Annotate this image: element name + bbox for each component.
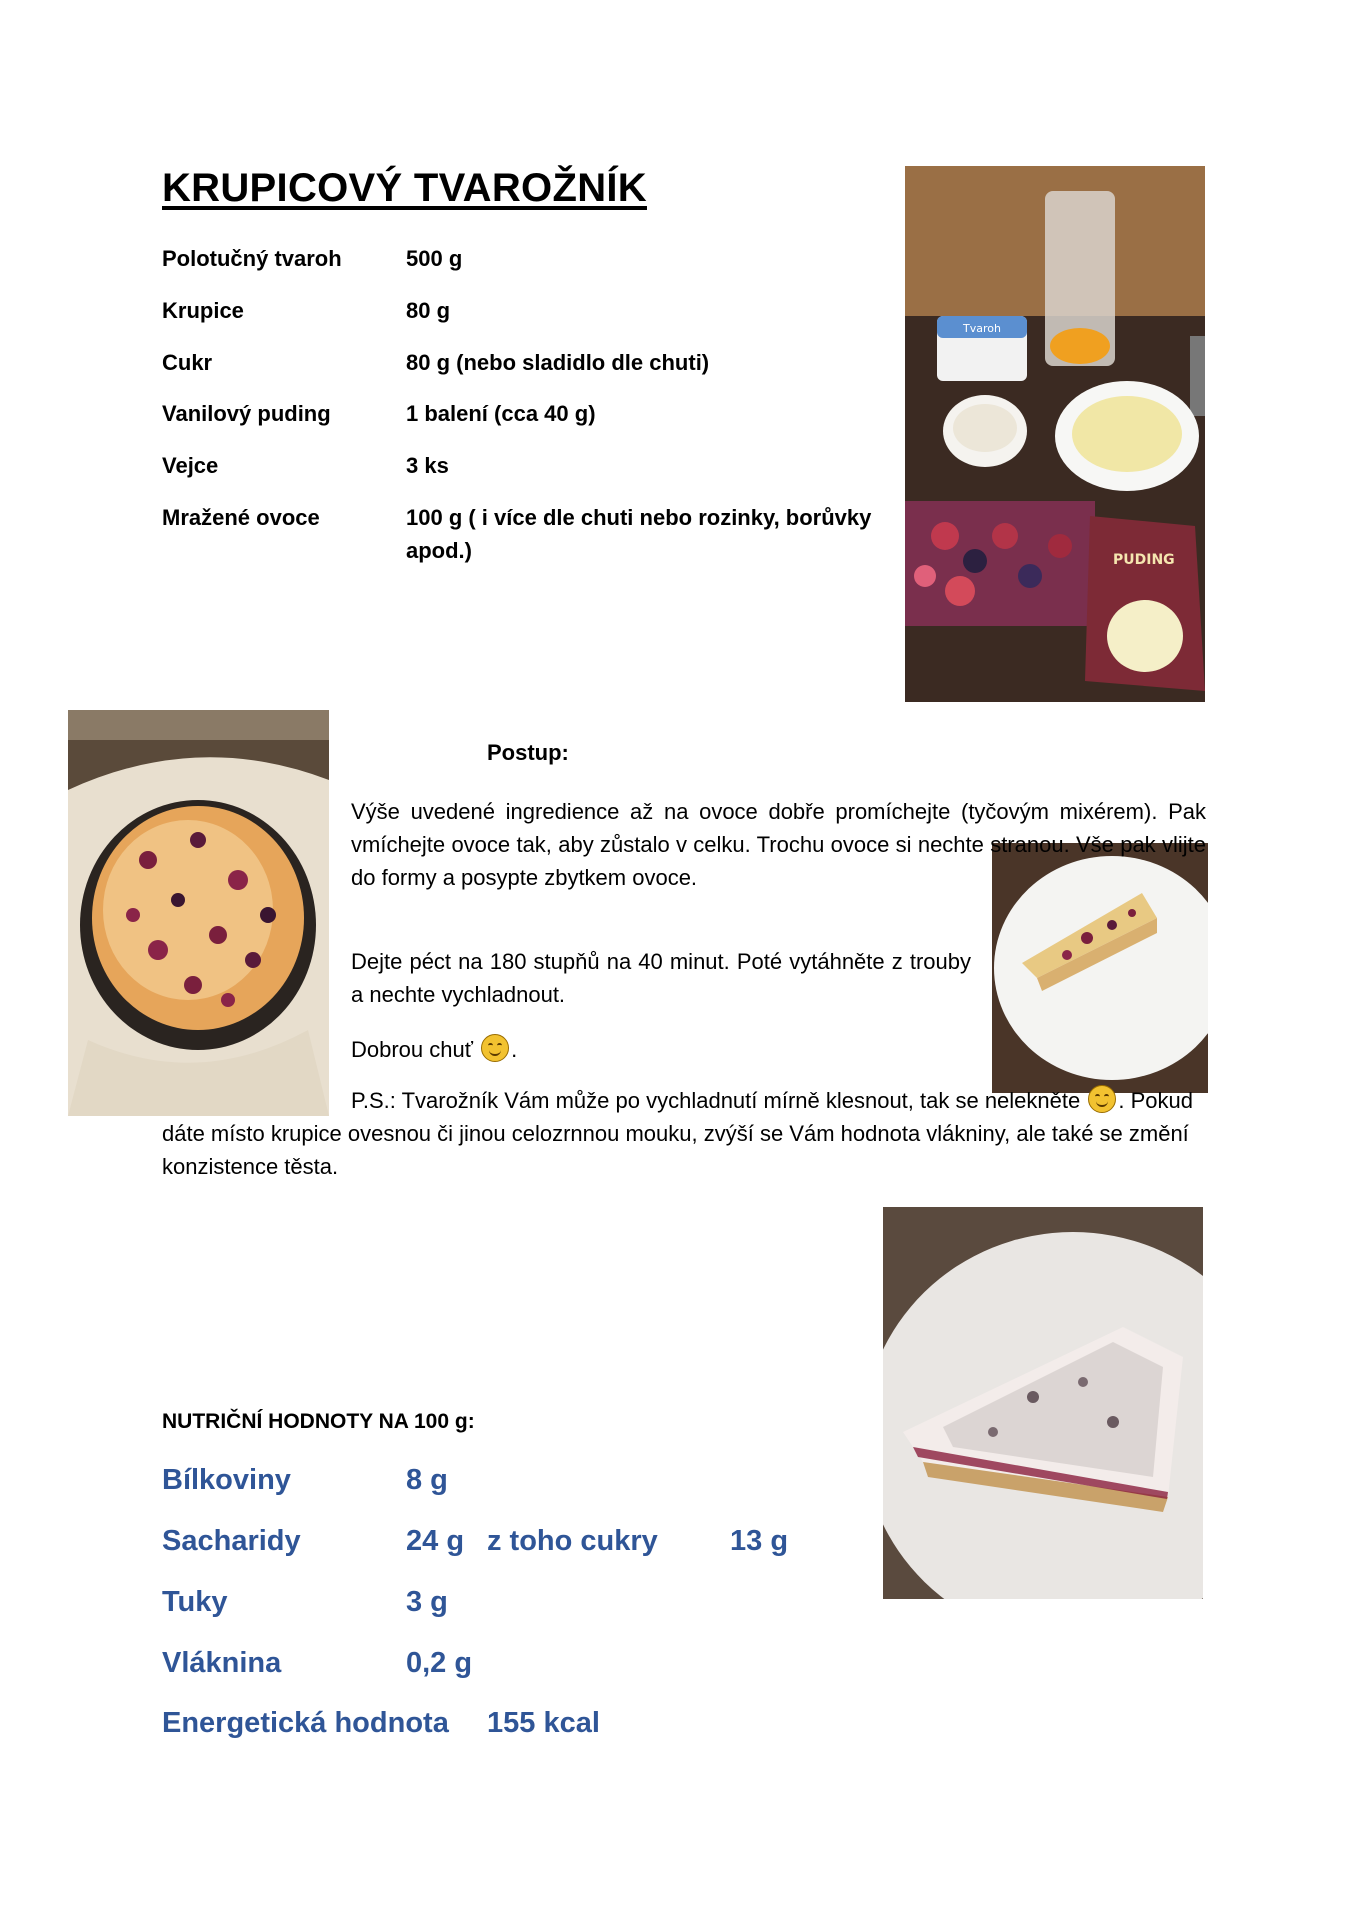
ingredient-name: Cukr [162,350,213,375]
pudding-label: PUDING [1113,552,1175,568]
smiley-icon [481,1034,509,1062]
baked-cake-photo [68,710,329,1116]
nutrition-value-fiber: 0,2 g [406,1647,473,1679]
ingredient-name: Mražené ovoce [162,505,320,530]
yogurt-label: Tvaroh [963,322,1001,335]
ps-text-end: . Pokud dáte místo krupice ovesnou či jinou celozrnnou mouku, zvýší se Vám hodnota vlákniny, ale také se změní konzistence těsta. [162,1088,1193,1179]
greeting-text: Dobrou chuť [351,1037,473,1062]
ingredient-amount: 500 g [406,246,463,271]
ingredient-name: Vanilový puding [162,401,331,426]
procedure-heading: Postup: [487,740,569,765]
ingredient-name: Krupice [162,298,244,323]
nutrition-heading: NUTRIČNÍ HODNOTY NA 100 g: [162,1410,475,1433]
nutrition-label-energy: Energetická hodnota [162,1707,449,1739]
ingredient-amount: 3 ks [406,453,449,478]
sugared-slice-photo [883,1207,1203,1599]
ps-text-start: P.S.: Tvarožník Vám může po vychladnutí mírně klesnout, tak se nelekněte [351,1088,1081,1113]
procedure-paragraph-1 [351,795,1206,894]
ingredient-amount: 100 g ( i více dle chuti nebo rozinky, borůvky apod.) [406,505,872,563]
nutrition-label-fat: Tuky [162,1586,228,1618]
nutrition-label-protein: Bílkoviny [162,1464,291,1496]
ingredient-amount: 80 g (nebo sladidlo dle chuti) [406,350,710,375]
greeting-end: . [511,1037,518,1062]
nutrition-value-carbs: 24 g [406,1525,465,1557]
nutrition-label-sugar: z toho cukry [487,1525,658,1557]
smiley-icon [1088,1085,1116,1113]
ingredient-name: Polotučný tvaroh [162,246,342,271]
nutrition-value-sugar: 13 g [730,1525,789,1557]
procedure-paragraph-2: Dejte péct na 180 stupňů na 40 minut. Poté vytáhněte z trouby a nechte vychladnout. [351,949,971,1007]
nutrition-label-fiber: Vláknina [162,1647,282,1679]
nutrition-value-fat: 3 g [406,1586,448,1618]
page-title: KRUPICOVÝ TVAROŽNÍK [162,166,647,210]
ingredient-name: Vejce [162,453,219,478]
nutrition-label-carbs: Sacharidy [162,1525,301,1557]
nutrition-value-energy: 155 kcal [487,1707,600,1739]
procedure-ps [162,1084,1208,1183]
procedure-text-1: Výše uvedené ingredience až na ovoce dobře promíchejte (tyčovým mixérem). Pak vmíchejte ovoce tak, aby zůstalo v celku. Trochu ovoce si nechte stranou. Vše pak vlijte do formy a posypte zbytkem ovoce. [351,799,1206,890]
ingredients-photo [905,166,1205,702]
ingredient-amount: 80 g [406,298,451,323]
ingredient-amount: 1 balení (cca 40 g) [406,401,596,426]
procedure-paragraph-3 [351,1033,517,1066]
nutrition-value-protein: 8 g [406,1464,448,1496]
